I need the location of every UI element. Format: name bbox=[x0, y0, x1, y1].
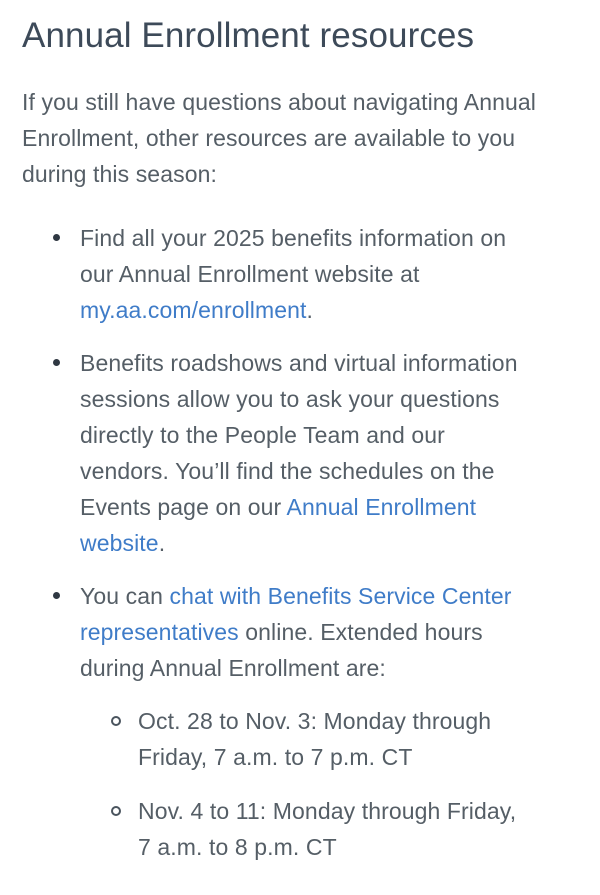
list-item-text bbox=[80, 345, 532, 561]
bullet-benefits-website bbox=[22, 220, 578, 328]
list-item-text bbox=[80, 578, 532, 686]
text-segment: Benefits roadshows and virtual information sessions allow you to ask your questions directly to the People Team and our vendors. You’ll find the schedules on the Events page on our bbox=[80, 350, 518, 520]
bullet-roadshows-sessions bbox=[22, 345, 578, 561]
text-segment: Find all your 2025 benefits information on our Annual Enrollment website at bbox=[80, 225, 507, 287]
sub-bullet-nov4-11 bbox=[80, 793, 578, 865]
sub-list-item-text: Oct. 28 to Nov. 3: Monday through Friday, 7 a.m. to 7 p.m. CT bbox=[138, 708, 492, 770]
resources-list bbox=[22, 220, 578, 865]
my-aa-enrollment-link[interactable]: my.aa.com/enrollment bbox=[80, 297, 307, 323]
annual-enrollment-website-link[interactable]: Annual Enrollment website bbox=[80, 494, 477, 556]
text-segment: You can bbox=[80, 583, 170, 609]
text-segment: online. Extended hours during Annual Enrollment are: bbox=[80, 619, 483, 681]
text-segment: . bbox=[306, 297, 314, 323]
chat-benefits-service-center-link[interactable]: chat with Benefits Service Center representatives bbox=[80, 583, 512, 645]
text-segment: . bbox=[158, 530, 166, 556]
sub-bullet-oct28-nov3 bbox=[80, 703, 578, 775]
list-item-text bbox=[80, 220, 532, 328]
intro-paragraph: If you still have questions about navigating Annual Enrollment, other resources are available to you during this season: bbox=[22, 89, 537, 187]
sub-list-item-text: Nov. 4 to 11: Monday through Friday, 7 a.m. to 8 p.m. CT bbox=[138, 798, 517, 860]
extended-hours-sublist bbox=[80, 703, 578, 865]
page-title: Annual Enrollment resources bbox=[22, 16, 475, 55]
bullet-chat-extended-hours bbox=[22, 578, 578, 865]
